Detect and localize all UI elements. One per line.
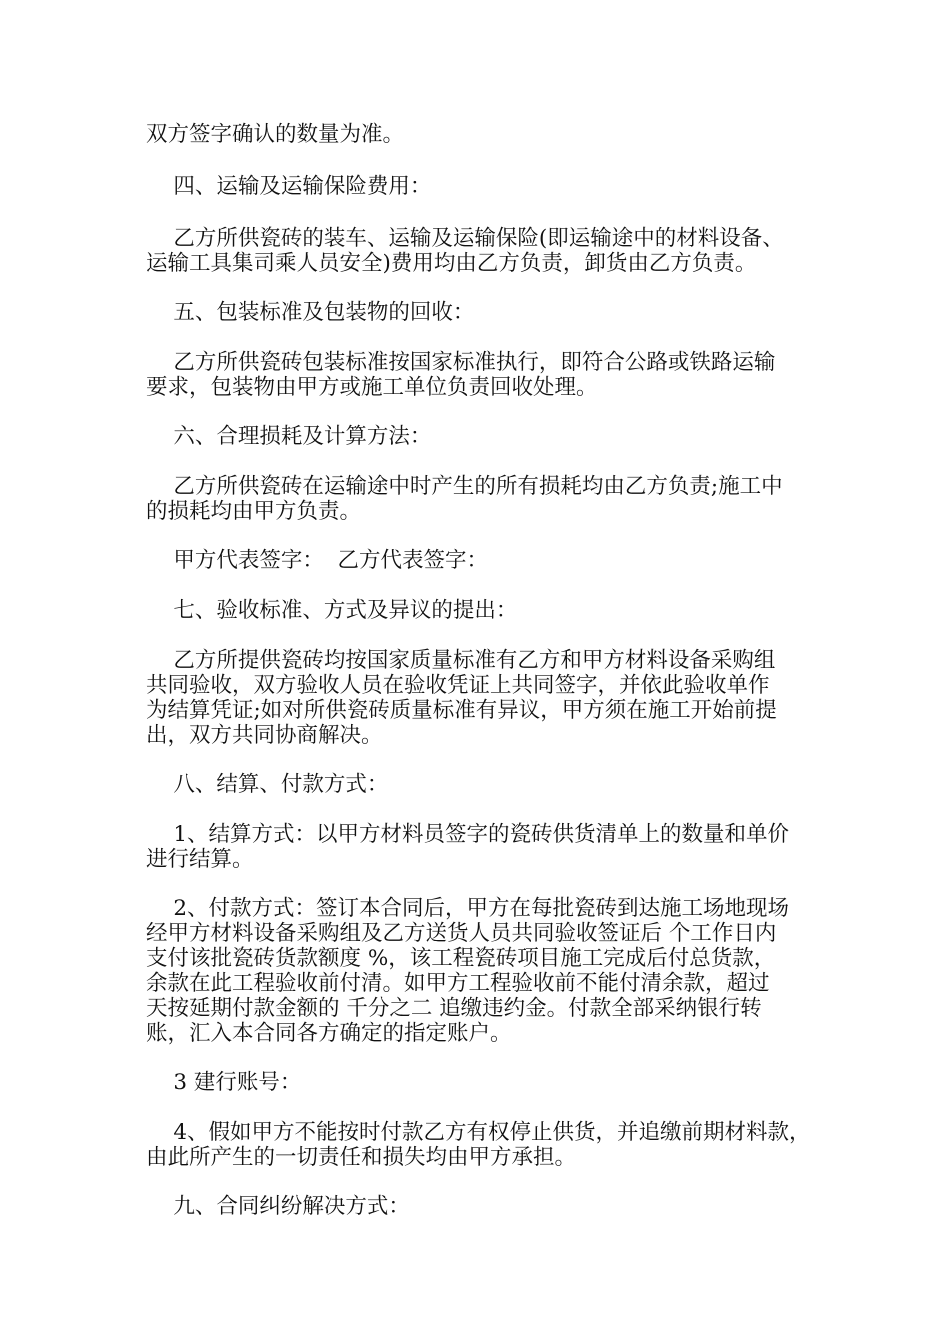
signature-line (146, 548, 826, 573)
text-line: 七、验收标准、方式及异议的提出： (146, 598, 518, 623)
paragraph (146, 822, 826, 872)
text-line: 账，汇入本合同各方确定的指定账户。 (146, 1021, 512, 1046)
text-line: 要求，包装物由甲方或施工单位负责回收处理。 (146, 375, 598, 400)
paragraph (146, 350, 826, 400)
section-heading (146, 424, 826, 449)
text-line: 九、合同纠纷解决方式： (146, 1194, 410, 1219)
text-line: 1、结算方式：以甲方材料员签字的瓷砖供货清单上的数量和单价 (146, 822, 790, 847)
text-line: 乙方所提供瓷砖均按国家质量标准有乙方和甲方材料设备采购组 (146, 648, 776, 673)
text-line: 出，双方共同协商解决。 (146, 723, 383, 748)
text-line: 支付该批瓷砖货款额度 %，该工程瓷砖项目施工完成后付总货款， (146, 946, 776, 971)
paragraph (146, 1070, 826, 1095)
paragraph (146, 226, 826, 276)
text-line: 4、假如甲方不能按时付款乙方有权停止供货，并追缴前期材料款， (146, 1120, 811, 1145)
text-line: 四、运输及运输保险费用： (146, 174, 432, 199)
text-line: 的损耗均由甲方负责。 (146, 499, 362, 524)
text-line: 双方签字确认的数量为准。 (146, 122, 405, 147)
text-line: 乙方所供瓷砖在运输途中时产生的所有损耗均由乙方负责;施工中 (146, 474, 783, 499)
text-line: 共同验收，双方验收人员在验收凭证上共同签字，并依此验收单作 (146, 673, 770, 698)
paragraph (146, 648, 826, 748)
text-line: 由此所产生的一切责任和损失均由甲方承担。 (146, 1145, 577, 1170)
section-heading (146, 1194, 826, 1219)
text-line: 3 建行账号： (146, 1070, 302, 1095)
text-line: 经甲方材料设备采购组及乙方送货人员共同验收签证后 个工作日内 (146, 921, 777, 946)
text-line: 天按延期付款金额的 千分之二 追缴违约金。付款全部采纳银行转 (146, 996, 762, 1021)
text-line: 余款在此工程验收前付清。如甲方工程验收前不能付清余款，超过 (146, 971, 770, 996)
text-line: 运输工具集司乘人员安全)费用均由乙方负责，卸货由乙方负责。 (146, 251, 757, 276)
paragraph (146, 122, 826, 147)
text-line: 八、结算、付款方式： (146, 772, 389, 797)
section-heading (146, 772, 826, 797)
text-line: 乙方所供瓷砖包装标准按国家标准执行，即符合公路或铁路运输 (146, 350, 776, 375)
section-heading (146, 598, 826, 623)
text-line: 2、付款方式：签订本合同后，甲方在每批瓷砖到达施工场地现场 (146, 896, 790, 921)
text-line: 六、合理损耗及计算方法： (146, 424, 432, 449)
section-heading (146, 174, 826, 199)
text-line: 五、包装标准及包装物的回收： (146, 300, 475, 325)
text-line: 乙方所供瓷砖的装车、运输及运输保险(即运输途中的材料设备、 (146, 226, 784, 251)
paragraph (146, 1120, 826, 1170)
text-line: 为结算凭证;如对所供瓷砖质量标准有异议，甲方须在施工开始前提 (146, 698, 777, 723)
text-line: 甲方代表签字： 乙方代表签字： (146, 548, 489, 573)
paragraph (146, 474, 826, 524)
paragraph (146, 896, 826, 1046)
text-line: 进行结算。 (146, 847, 254, 872)
section-heading (146, 300, 826, 325)
